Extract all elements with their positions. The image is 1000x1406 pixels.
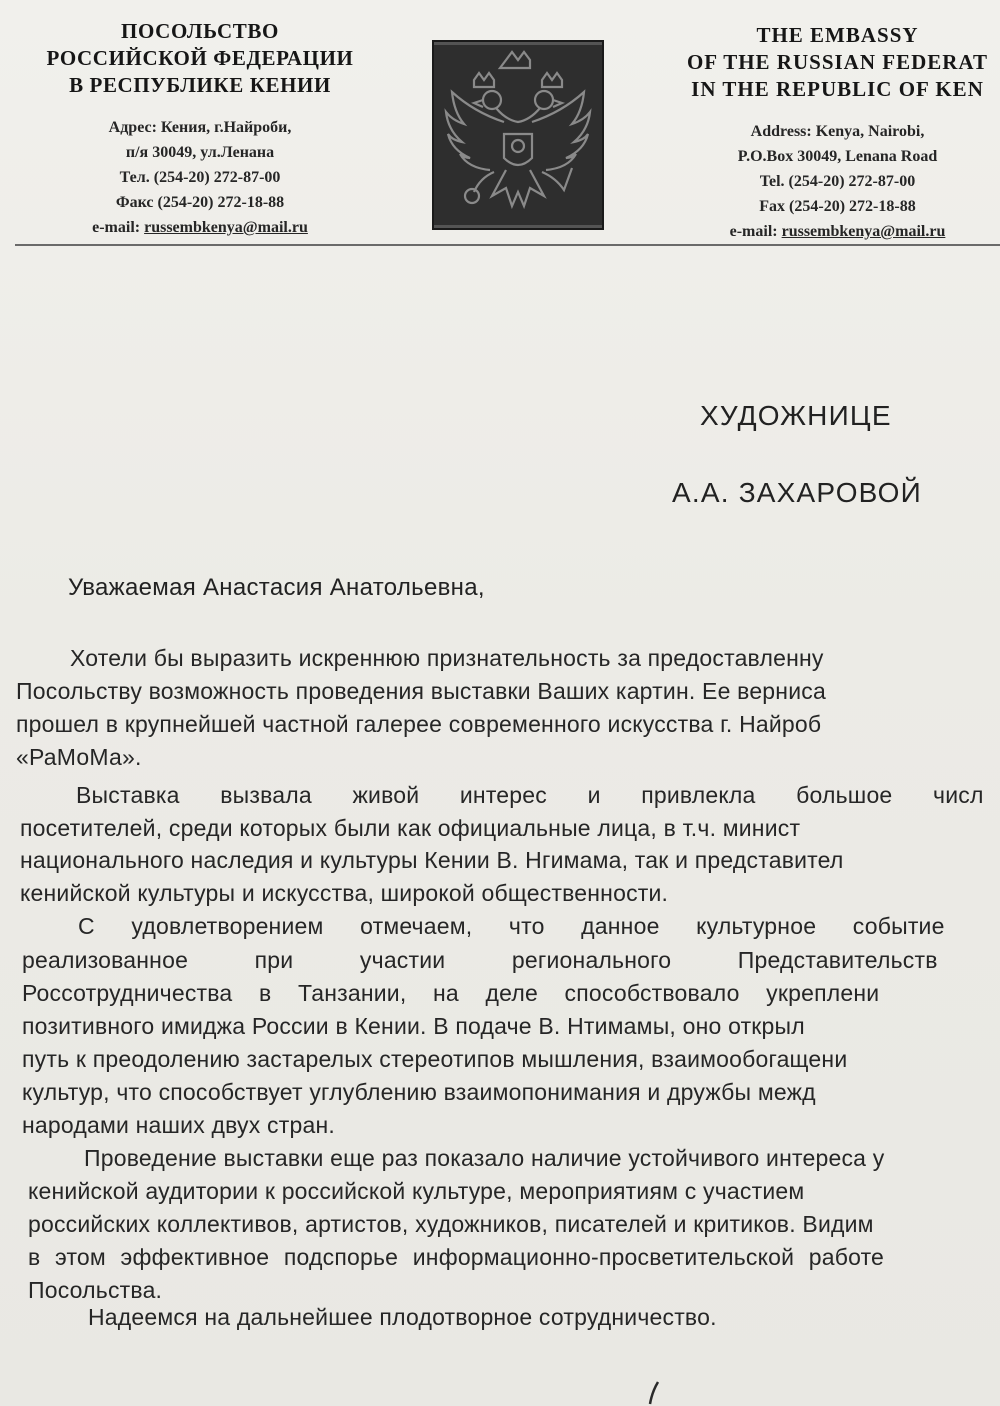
body-line: Надеемся на дальнейшее плодотворное сотрудничество. [88, 1304, 717, 1330]
body-line: Посольства. [28, 1277, 163, 1303]
body-line: Хотели бы выразить искреннюю признательность за предоставленну [70, 645, 824, 671]
body-line: позитивного имиджа России в Кении. В подаче В. Нтимамы, оно открыл [22, 1013, 805, 1039]
signature-stroke [640, 1380, 670, 1406]
body-line: Проведение выставки еще раз показало наличие устойчивого интереса у [84, 1145, 885, 1171]
body-line: кенийской культуры и искусства, широкой общественности. [20, 880, 669, 906]
body-line: посетителей, среди которых были как официальные лица, в т.ч. минист [20, 815, 801, 841]
body-line: Россотрудничества в Танзании, на деле способствовало укреплени [22, 980, 880, 1006]
email-ru-link[interactable]: russembkenya@mail.ru [144, 219, 308, 236]
org-name-ru-line: ПОСОЛЬСТВО [121, 19, 279, 43]
org-name-en-line: IN THE REPUBLIC OF KEN [691, 77, 984, 101]
email-ru-label: e-mail: [92, 219, 145, 236]
fax-ru-line: Факс (254-20) 272-18-88 [115, 194, 285, 211]
body-line: народами наших двух стран. [22, 1112, 335, 1138]
body-line: Посольству возможность проведения выставки Ваших картин. Ее вернисa [16, 678, 826, 704]
address-en-line: P.O.Box 30049, Lenana Road [737, 148, 938, 165]
body-line: российских коллективов, артистов, художников, писателей и критиков. Видим [28, 1211, 874, 1237]
body-line: прошел в крупнейшей частной галерее современного искусства г. Найроб [16, 711, 822, 737]
phone-en-line: Tel. (254-20) 272-87-00 [759, 173, 916, 190]
org-name-en-line: THE EMBASSY [756, 23, 919, 47]
address-en-line: Address: Kenya, Nairobi, [750, 123, 925, 140]
addressee-title: ХУДОЖНИЦЕ [700, 400, 892, 431]
body-line: Выставка вызвала живой интерес и привлекла большое числ [76, 782, 984, 808]
phone-ru-line: Тел. (254-20) 272-87-00 [119, 169, 281, 186]
body-line: путь к преодолению застарелых стереотипов мышления, взаимообогащени [22, 1046, 848, 1072]
email-en-link[interactable]: russembkenya@mail.ru [781, 223, 946, 240]
addressee-name: А.А. ЗАХАРОВОЙ [672, 477, 922, 508]
org-name-ru-line: В РЕСПУБЛИКЕ КЕНИИ [69, 73, 331, 97]
body-line: «РаМоМа». [16, 744, 142, 770]
address-ru-line: п/я 30049, ул.Ленана [125, 144, 275, 161]
body-line: национального наследия и культуры Кении В. Нгимама, так и представител [20, 847, 844, 873]
body-line: в этом эффективное подспорье информационно-просветительской работе [28, 1244, 885, 1270]
address-ru-line: Адрес: Кения, г.Найроби, [108, 119, 292, 136]
fax-en-line: Fax (254-20) 272-18-88 [759, 198, 916, 215]
org-name-ru-line: РОССИЙСКОЙ ФЕДЕРАЦИИ [46, 46, 354, 70]
greeting: Уважаемая Анастасия Анатольевна, [68, 574, 485, 601]
body-line: реализованное при участии регионального Представительств [22, 947, 938, 973]
body-line: С удовлетворением отмечаем, что данное культурное событие [78, 913, 945, 939]
org-name-en-line: OF THE RUSSIAN FEDERAT [686, 50, 989, 74]
body-line: культур, что способствует углублению взаимопонимания и дружбы межд [22, 1079, 816, 1105]
email-en-label: e-mail: [729, 223, 782, 240]
body-line: кенийской аудитории к российской культуре, мероприятиям с участием [28, 1178, 805, 1204]
